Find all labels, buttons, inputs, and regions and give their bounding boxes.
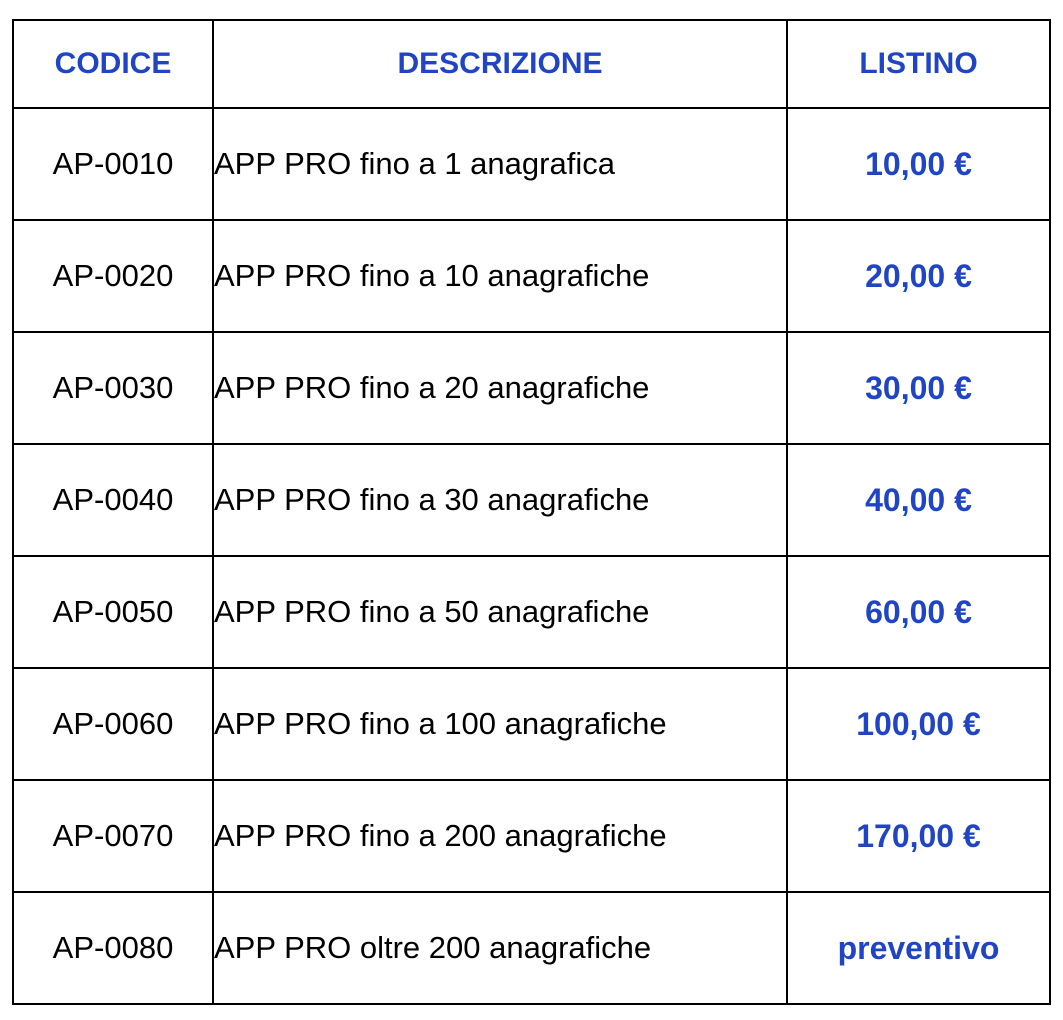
table-row [13, 444, 1050, 556]
row-price: 40,00 € [787, 444, 1050, 556]
table-row [13, 108, 1050, 220]
row-price: 30,00 € [787, 332, 1050, 444]
table-row [13, 780, 1050, 892]
row-code: AP-0030 [13, 332, 213, 444]
row-description: APP PRO fino a 100 anagrafiche [213, 668, 787, 780]
table-header-row [13, 20, 1050, 108]
row-price: 10,00 € [787, 108, 1050, 220]
row-code: AP-0010 [13, 108, 213, 220]
row-price: 20,00 € [787, 220, 1050, 332]
row-code: AP-0040 [13, 444, 213, 556]
row-code: AP-0020 [13, 220, 213, 332]
table-row [13, 556, 1050, 668]
row-code: AP-0070 [13, 780, 213, 892]
header-price: LISTINO [787, 20, 1050, 108]
table-row [13, 220, 1050, 332]
row-description: APP PRO fino a 50 anagrafiche [213, 556, 787, 668]
row-description: APP PRO fino a 30 anagrafiche [213, 444, 787, 556]
row-description: APP PRO fino a 20 anagrafiche [213, 332, 787, 444]
row-code: AP-0060 [13, 668, 213, 780]
row-code: AP-0080 [13, 892, 213, 1004]
row-description: APP PRO oltre 200 anagrafiche [213, 892, 787, 1004]
row-price: 170,00 € [787, 780, 1050, 892]
price-list-table [12, 19, 1051, 1005]
row-description: APP PRO fino a 10 anagrafiche [213, 220, 787, 332]
table-row [13, 668, 1050, 780]
row-description: APP PRO fino a 1 anagrafica [213, 108, 787, 220]
header-code: CODICE [13, 20, 213, 108]
header-description: DESCRIZIONE [213, 20, 787, 108]
row-code: AP-0050 [13, 556, 213, 668]
row-price: preventivo [787, 892, 1050, 1004]
table-row [13, 892, 1050, 1004]
row-price: 100,00 € [787, 668, 1050, 780]
row-price: 60,00 € [787, 556, 1050, 668]
table-row [13, 332, 1050, 444]
row-description: APP PRO fino a 200 anagrafiche [213, 780, 787, 892]
